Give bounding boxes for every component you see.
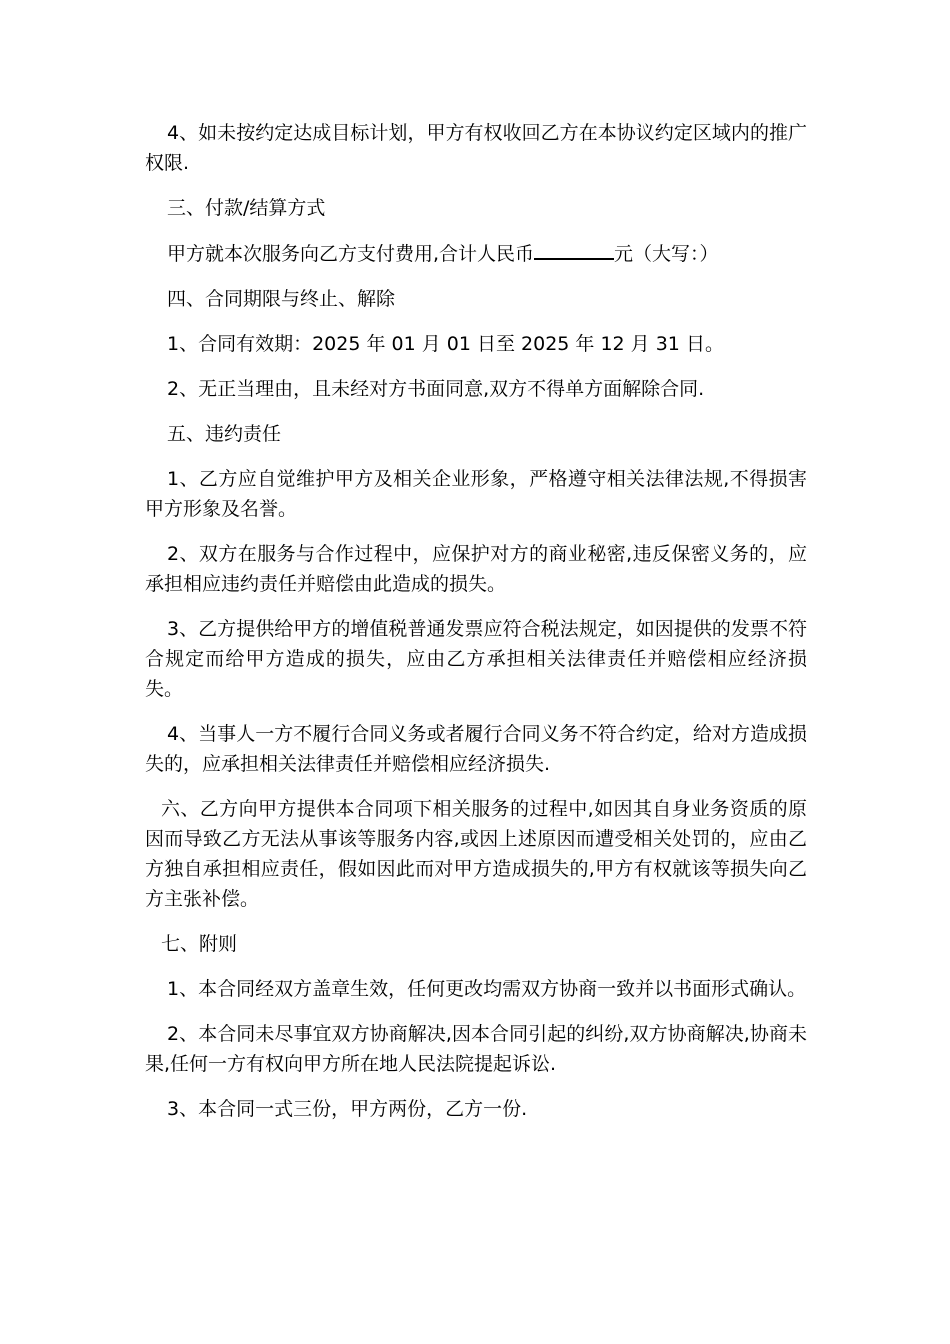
clause-2-4: 4、如未按约定达成目标计划，甲方有权收回乙方在本协议约定区域内的推广权限. xyxy=(145,122,807,174)
clause-4-2: 2、无正当理由，且未经对方书面同意,双方不得单方面解除合同. xyxy=(167,378,705,400)
amount-blank xyxy=(534,238,614,260)
contract-page xyxy=(145,118,807,1139)
section-4-heading: 四、合同期限与终止、解除 xyxy=(167,288,396,310)
section-7-heading: 七、附则 xyxy=(161,933,238,955)
clause-7-2: 2、本合同未尽事宜双方协商解决,因本合同引起的纠纷,双方协商解决,协商未果,任何一方有权向甲方所在地人民法院提起诉讼. xyxy=(145,1023,807,1075)
section-3-heading: 三、付款/结算方式 xyxy=(167,197,326,219)
clause-5-2: 2、双方在服务与合作过程中，应保护对方的商业秘密,违反保密义务的，应承担相应违约责任并赔偿由此造成的损失。 xyxy=(145,543,807,595)
clause-5-4: 4、当事人一方不履行合同义务或者履行合同义务不符合约定，给对方造成损失的，应承担相关法律责任并赔偿相应经济损失. xyxy=(145,723,807,775)
payment-text-before: 甲方就本次服务向乙方支付费用,合计人民币 xyxy=(167,243,535,265)
clause-5-3: 3、乙方提供给甲方的增值税普通发票应符合税法规定，如因提供的发票不符合规定而给甲方造成的损失，应由乙方承担相关法律责任并赔偿相应经济损失。 xyxy=(145,618,807,700)
clause-5-1: 1、乙方应自觉维护甲方及相关企业形象，严格遵守相关法律法规,不得损害甲方形象及名誉。 xyxy=(145,468,807,520)
section-6-paragraph: 六、乙方向甲方提供本合同项下相关服务的过程中,如因其自身业务资质的原因而导致乙方无法从事该等服务内容,或因上述原因而遭受相关处罚的，应由乙方独自承担相应责任，假如因此而对甲方造成损失的,甲方有权就该等损失向乙方主张补偿。 xyxy=(145,798,807,910)
payment-text-after: 元（大写：） xyxy=(614,243,719,265)
clause-7-1: 1、本合同经双方盖章生效，任何更改均需双方协商一致并以书面形式确认。 xyxy=(167,978,807,1000)
clause-4-1: 1、合同有效期：2025 年 01 月 01 日至 2025 年 12 月 31 日。 xyxy=(167,333,724,355)
section-5-heading: 五、违约责任 xyxy=(167,423,282,445)
clause-payment xyxy=(145,238,807,269)
clause-7-3: 3、本合同一式三份，甲方两份，乙方一份. xyxy=(167,1098,528,1120)
